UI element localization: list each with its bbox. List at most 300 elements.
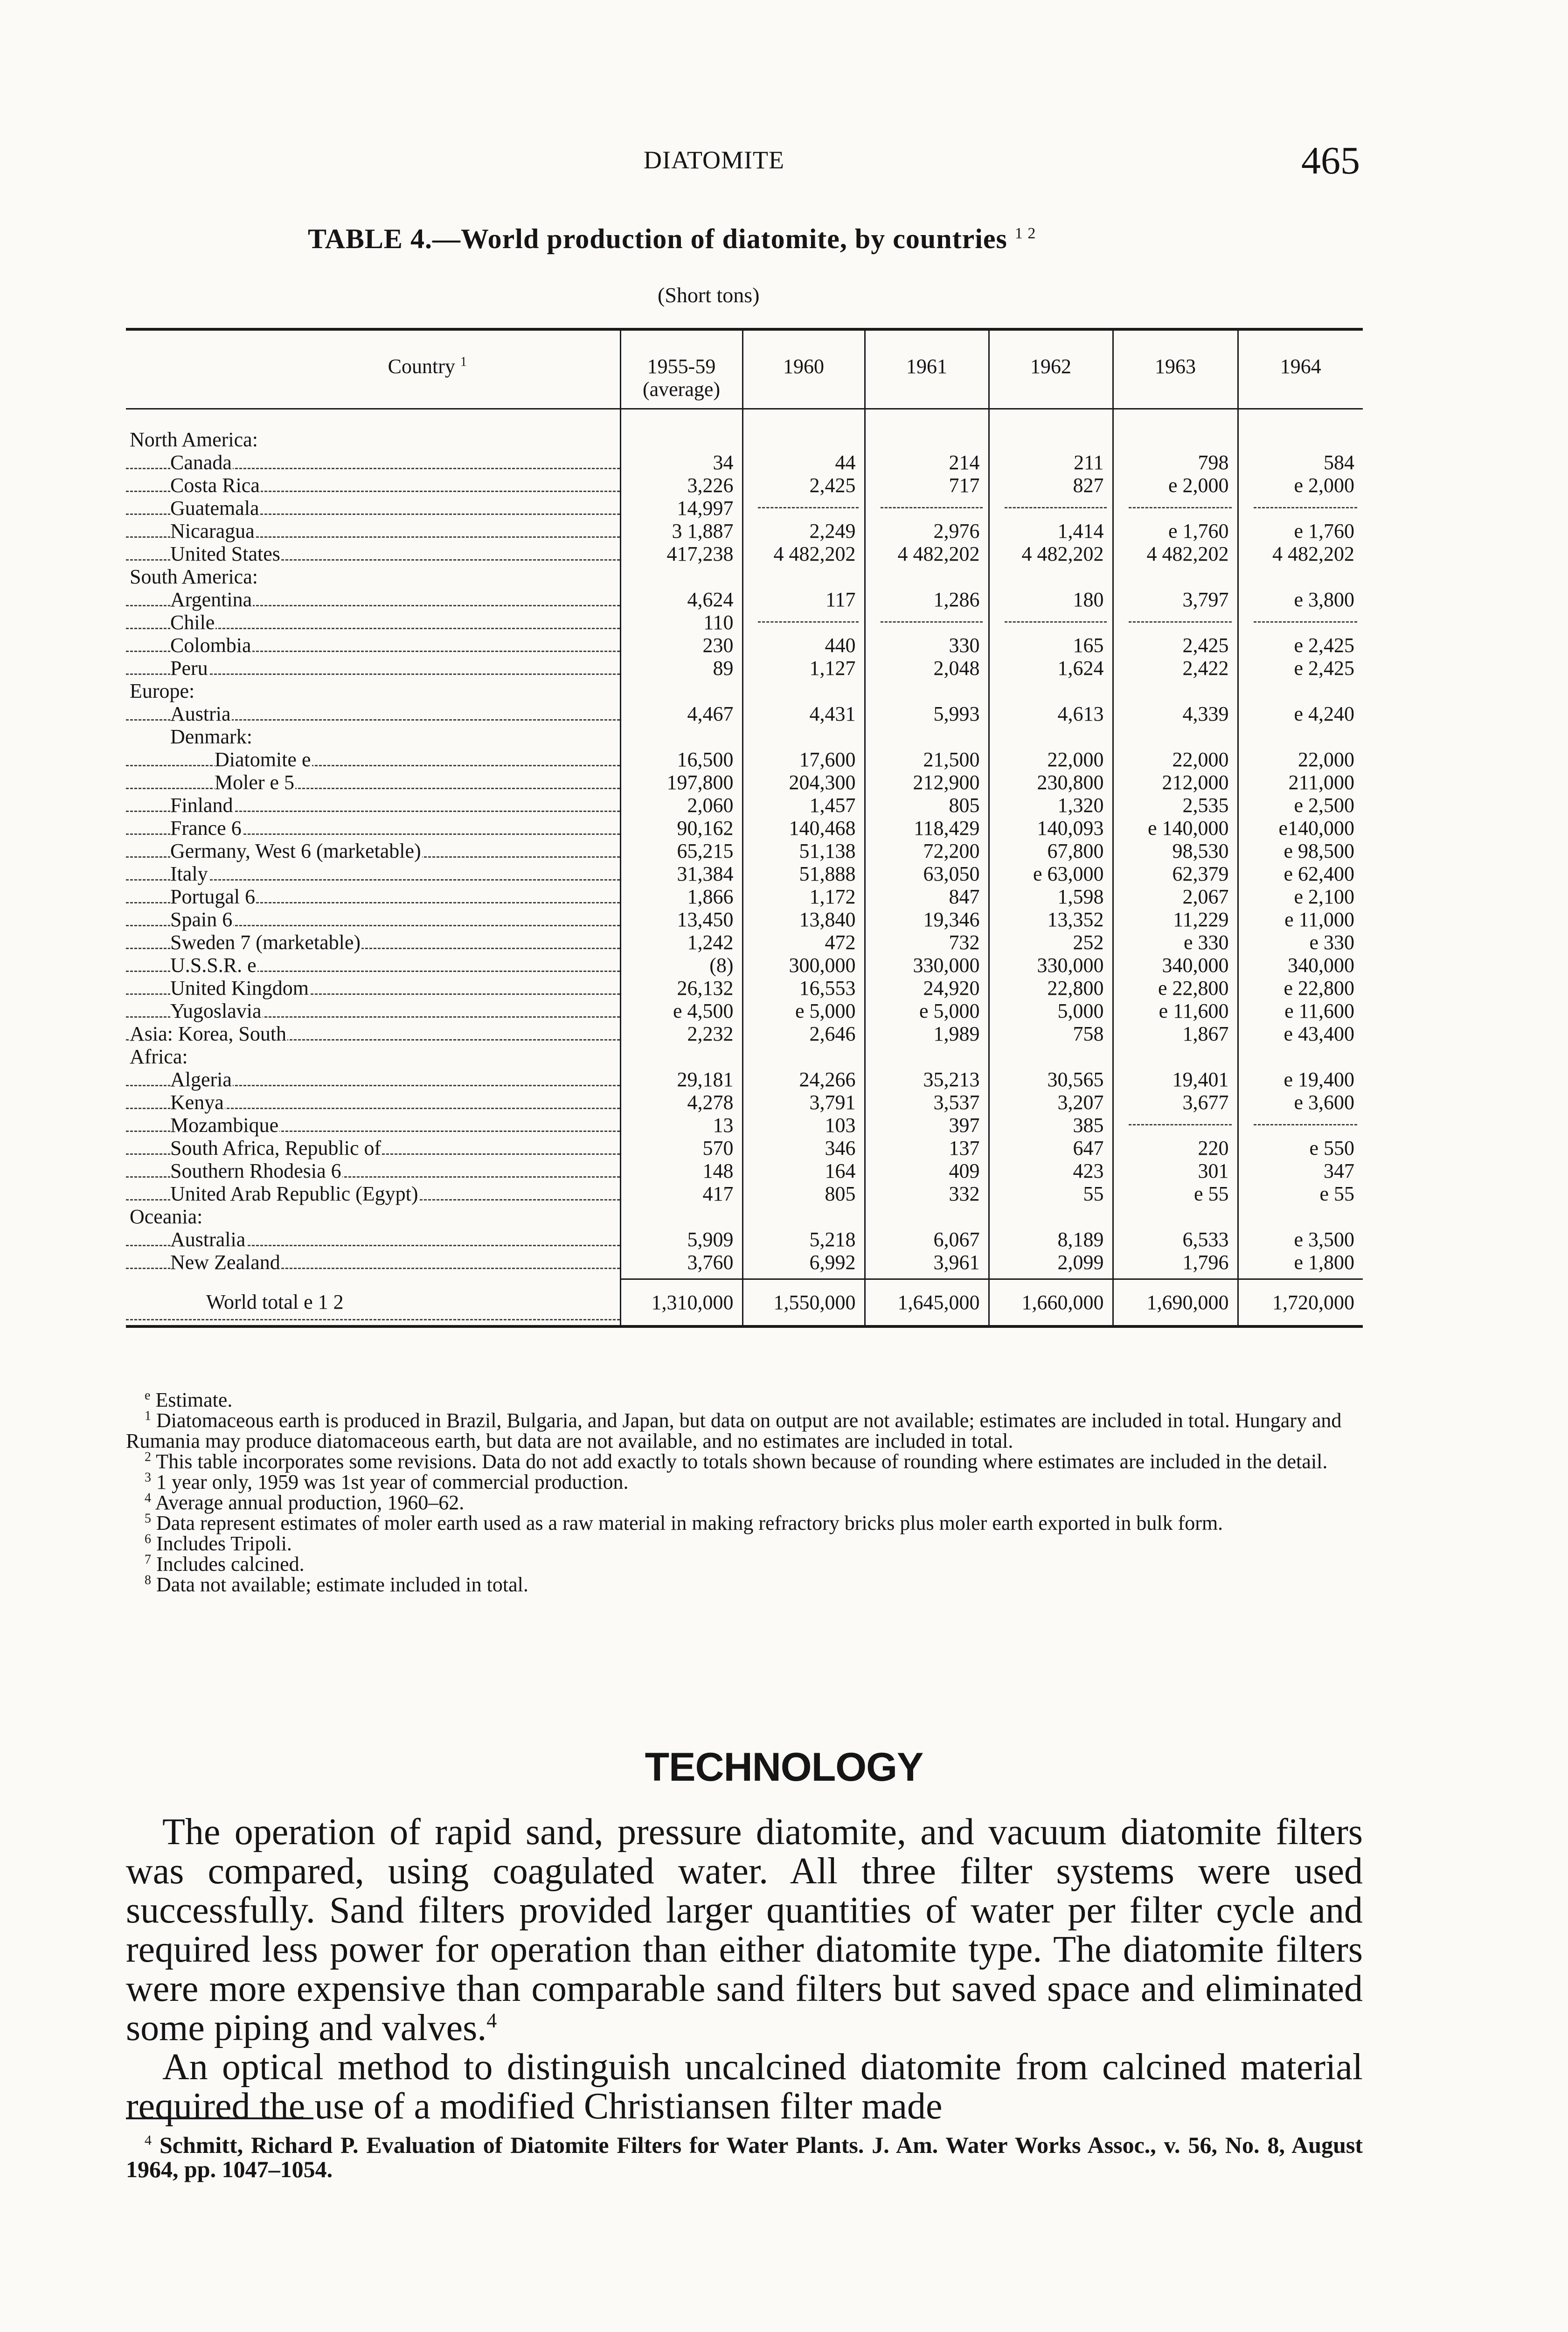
- value-cell: 758: [989, 1022, 1113, 1045]
- value-cell: 717: [865, 474, 989, 497]
- value-cell: 6,067: [865, 1228, 989, 1251]
- value-cell: 8,189: [989, 1228, 1113, 1251]
- column-header-mark: 1: [460, 354, 467, 369]
- value-cell: 44: [742, 451, 865, 474]
- column-header-1961: 1961: [865, 331, 989, 409]
- row-label: [126, 1068, 620, 1091]
- value-cell: 3,537: [865, 1091, 989, 1114]
- value-cell: 4,278: [620, 1091, 742, 1114]
- row-label-text: Italy: [170, 862, 208, 885]
- table-title-marks: 1 2: [1014, 225, 1036, 242]
- row-label-text: Africa:: [130, 1045, 188, 1068]
- value-cell: 1,242: [620, 931, 742, 954]
- value-cell: 67,800: [989, 840, 1113, 862]
- row-label-text: Asia: Korea, South: [130, 1022, 287, 1045]
- spacer-cell: [126, 409, 620, 429]
- empty-cell: [1238, 565, 1363, 588]
- value-cell: 140,093: [989, 817, 1113, 840]
- value-cell: 3 1,887: [620, 520, 742, 542]
- no-data-cell: [1113, 611, 1238, 634]
- footnote-mark: 5: [145, 1511, 151, 1526]
- value-cell: 110: [620, 611, 742, 634]
- no-data-dash: [1005, 621, 1107, 623]
- value-cell: 13: [620, 1114, 742, 1137]
- row-label-text: Guatemala: [170, 497, 259, 520]
- row-label-text: Nicaragua: [170, 520, 255, 542]
- row-label: [126, 428, 620, 451]
- empty-cell: [620, 680, 742, 702]
- row-label-text: Moler e 5: [215, 771, 295, 794]
- value-cell: 137: [865, 1137, 989, 1159]
- value-cell: 2,060: [620, 794, 742, 817]
- value-cell: e 5,000: [865, 999, 989, 1022]
- value-cell: e 55: [1113, 1182, 1238, 1205]
- no-data-cell: [742, 611, 865, 634]
- empty-cell: [742, 1205, 865, 1228]
- value-cell: 72,200: [865, 840, 989, 862]
- row-label-text: Kenya: [170, 1091, 224, 1114]
- value-cell: 30,565: [989, 1068, 1113, 1091]
- value-cell: 55: [989, 1182, 1113, 1205]
- value-cell: 805: [865, 794, 989, 817]
- value-cell: e 330: [1113, 931, 1238, 954]
- value-cell: 2,249: [742, 520, 865, 542]
- row-label-text: United Arab Republic (Egypt): [170, 1182, 418, 1205]
- column-header-1963: 1963: [1113, 331, 1238, 409]
- value-cell: 4 482,202: [865, 542, 989, 565]
- value-cell: 22,000: [1238, 748, 1363, 771]
- table-row: [126, 771, 1363, 794]
- row-label-text: Costa Rica: [170, 474, 260, 497]
- value-cell: 103: [742, 1114, 865, 1137]
- footnote-mark: 7: [145, 1552, 151, 1567]
- value-cell: 3,791: [742, 1091, 865, 1114]
- value-cell: 4,467: [620, 702, 742, 725]
- value-cell: 332: [865, 1182, 989, 1205]
- row-label: [126, 1159, 620, 1182]
- value-cell: 330,000: [989, 954, 1113, 977]
- value-cell: 165: [989, 634, 1113, 657]
- empty-cell: [1238, 428, 1363, 451]
- value-cell: e 43,400: [1238, 1022, 1363, 1045]
- value-cell: 346: [742, 1137, 865, 1159]
- table-row: [126, 862, 1363, 885]
- footnote: [126, 1492, 1363, 1513]
- value-cell: 3,760: [620, 1251, 742, 1274]
- table-row: [126, 657, 1363, 680]
- value-cell: 347: [1238, 1159, 1363, 1182]
- value-cell: e 2,500: [1238, 794, 1363, 817]
- value-cell: e 550: [1238, 1137, 1363, 1159]
- spacer-cell: [1113, 1274, 1238, 1279]
- body-text: [126, 1812, 1363, 2126]
- value-cell: 4 482,202: [1238, 542, 1363, 565]
- empty-cell: [620, 1045, 742, 1068]
- row-label: [126, 680, 620, 702]
- value-cell: 1,414: [989, 520, 1113, 542]
- row-label: [126, 520, 620, 542]
- value-cell: 16,553: [742, 977, 865, 999]
- table-row: [126, 1091, 1363, 1114]
- row-label-text: New Zealand: [170, 1251, 280, 1274]
- value-cell: 397: [865, 1114, 989, 1137]
- no-data-dash: [1129, 1124, 1232, 1125]
- no-data-cell: [742, 497, 865, 520]
- value-cell: 197,800: [620, 771, 742, 794]
- footnote-text: Includes Tripoli.: [156, 1532, 292, 1555]
- value-cell: e 330: [1238, 931, 1363, 954]
- footnote: [126, 1451, 1363, 1472]
- no-data-dash: [881, 621, 983, 623]
- value-cell: 4 482,202: [1113, 542, 1238, 565]
- column-header-1955-59: 1955-59 (average): [620, 331, 742, 409]
- production-table: [126, 328, 1363, 1328]
- value-cell: 2,099: [989, 1251, 1113, 1274]
- row-label-text: Yugoslavia: [170, 999, 262, 1022]
- empty-cell: [865, 1205, 989, 1228]
- empty-cell: [620, 565, 742, 588]
- row-label: [126, 794, 620, 817]
- value-cell: 4,613: [989, 702, 1113, 725]
- table-row: [126, 840, 1363, 862]
- value-cell: 423: [989, 1159, 1113, 1182]
- value-cell: 584: [1238, 451, 1363, 474]
- value-cell: 13,450: [620, 908, 742, 931]
- table-row: [126, 474, 1363, 497]
- row-label: [126, 817, 620, 840]
- row-label: [126, 474, 620, 497]
- empty-cell: [742, 680, 865, 702]
- value-cell: 24,920: [865, 977, 989, 999]
- table-row: [126, 977, 1363, 999]
- value-cell: 1,598: [989, 885, 1113, 908]
- value-cell: e 55: [1238, 1182, 1363, 1205]
- value-cell: 17,600: [742, 748, 865, 771]
- table-spacer: [126, 1274, 1363, 1279]
- footnote-mark: 8: [145, 1573, 151, 1588]
- footnote-text: This table incorporates some revisions. Data do not add exactly to totals shown because of rounding where estimates are included in the detail.: [156, 1450, 1328, 1473]
- value-cell: e 3,500: [1238, 1228, 1363, 1251]
- no-data-dash: [1254, 1124, 1357, 1125]
- total-label: [126, 1279, 620, 1327]
- empty-cell: [989, 565, 1113, 588]
- value-cell: 1,796: [1113, 1251, 1238, 1274]
- row-label-text: South Africa, Republic of: [170, 1137, 382, 1159]
- value-cell: 1,320: [989, 794, 1113, 817]
- value-cell: e 22,800: [1113, 977, 1238, 999]
- value-cell: 22,000: [989, 748, 1113, 771]
- value-cell: 340,000: [1238, 954, 1363, 977]
- table-group-row: [126, 725, 1363, 748]
- table-group-row: [126, 1045, 1363, 1068]
- row-label: [126, 1182, 620, 1205]
- value-cell: 1,286: [865, 588, 989, 611]
- value-cell: 5,909: [620, 1228, 742, 1251]
- row-label-text: Algeria: [170, 1068, 232, 1091]
- value-cell: 5,993: [865, 702, 989, 725]
- total-value-cell: 1,645,000: [865, 1279, 989, 1327]
- footnote: [126, 1554, 1363, 1575]
- column-header-1962: 1962: [989, 331, 1113, 409]
- no-data-dash: [758, 507, 858, 508]
- value-cell: e 2,425: [1238, 634, 1363, 657]
- value-cell: e 1,800: [1238, 1251, 1363, 1274]
- value-cell: 51,138: [742, 840, 865, 862]
- no-data-dash: [1254, 621, 1357, 623]
- value-cell: 2,425: [1113, 634, 1238, 657]
- table-row: [126, 1114, 1363, 1137]
- value-cell: 148: [620, 1159, 742, 1182]
- leader-dots: [126, 1319, 620, 1320]
- empty-cell: [742, 428, 865, 451]
- value-cell: 2,232: [620, 1022, 742, 1045]
- row-label: [126, 1228, 620, 1251]
- value-cell: 827: [989, 474, 1113, 497]
- row-label: [126, 840, 620, 862]
- table-row: [126, 954, 1363, 977]
- empty-cell: [1238, 680, 1363, 702]
- value-cell: 212,900: [865, 771, 989, 794]
- value-cell: 214: [865, 451, 989, 474]
- no-data-cell: [1238, 497, 1363, 520]
- table-row: [126, 611, 1363, 634]
- footnote-mark: 4: [145, 1491, 151, 1506]
- row-label-text: Sweden 7 (marketable): [170, 931, 361, 954]
- value-cell: e140,000: [1238, 817, 1363, 840]
- value-cell: 19,346: [865, 908, 989, 931]
- value-cell: 19,401: [1113, 1068, 1238, 1091]
- no-data-cell: [1238, 611, 1363, 634]
- reference-mark: 4: [145, 2132, 152, 2148]
- value-cell: 2,067: [1113, 885, 1238, 908]
- no-data-dash: [1254, 507, 1357, 508]
- paragraph-1: [126, 1812, 1363, 2047]
- value-cell: e 2,425: [1238, 657, 1363, 680]
- spacer-cell: [1113, 409, 1238, 429]
- row-label: [126, 565, 620, 588]
- row-label-text: Diatomite e: [215, 748, 311, 771]
- leader-dots: [126, 765, 620, 766]
- value-cell: 1,989: [865, 1022, 989, 1045]
- table-row: [126, 1182, 1363, 1205]
- row-label: [126, 1045, 620, 1068]
- value-cell: 5,218: [742, 1228, 865, 1251]
- value-cell: 31,384: [620, 862, 742, 885]
- value-cell: 301: [1113, 1159, 1238, 1182]
- value-cell: 3,797: [1113, 588, 1238, 611]
- value-cell: e 22,800: [1238, 977, 1363, 999]
- table-group-row: [126, 1205, 1363, 1228]
- value-cell: 13,352: [989, 908, 1113, 931]
- value-cell: 798: [1113, 451, 1238, 474]
- empty-cell: [865, 680, 989, 702]
- value-cell: 230: [620, 634, 742, 657]
- value-cell: 4,431: [742, 702, 865, 725]
- value-cell: 4,624: [620, 588, 742, 611]
- empty-cell: [1113, 1045, 1238, 1068]
- row-label: [126, 1114, 620, 1137]
- table-row: [126, 1159, 1363, 1182]
- reference-text: Schmitt, Richard P. Evaluation of Diatomite Filters for Water Plants. J. Am. Water Works Assoc., v. 56, No. 8, August 1964, pp. 1047–1054.: [126, 2132, 1363, 2182]
- value-cell: 3,677: [1113, 1091, 1238, 1114]
- row-label-text: Denmark:: [170, 725, 252, 748]
- row-label-text: Germany, West 6 (marketable): [170, 840, 421, 862]
- no-data-cell: [1113, 1114, 1238, 1137]
- row-label: [126, 542, 620, 565]
- value-cell: 140,468: [742, 817, 865, 840]
- value-cell: 1,127: [742, 657, 865, 680]
- row-label-text: North America:: [130, 428, 258, 451]
- value-cell: e 11,600: [1113, 999, 1238, 1022]
- value-cell: 35,213: [865, 1068, 989, 1091]
- no-data-dash: [1129, 621, 1232, 623]
- paragraph-1-text: The operation of rapid sand, pressure diatomite, and vacuum diatomite filters was compared, using coagulated water. All three filter systems were used successfully. Sand filters provided larger quantities of water per filter cycle and required less power for operation than either diatomite type. The diatomite filters were more expensive than comparable sand filters but saved space and eliminated some piping and valves.: [126, 1811, 1363, 2048]
- row-label: [126, 954, 620, 977]
- value-cell: 220: [1113, 1137, 1238, 1159]
- no-data-dash: [881, 507, 983, 508]
- footnote: [126, 1410, 1363, 1451]
- spacer-cell: [742, 1274, 865, 1279]
- row-label-text: Spain 6: [170, 908, 233, 931]
- empty-cell: [1113, 680, 1238, 702]
- table-row: [126, 1228, 1363, 1251]
- value-cell: 2,535: [1113, 794, 1238, 817]
- row-label-text: United States: [170, 542, 280, 565]
- value-cell: 11,229: [1113, 908, 1238, 931]
- value-cell: 252: [989, 931, 1113, 954]
- spacer-cell: [865, 409, 989, 429]
- column-header-country: Country $^1$: [126, 331, 620, 409]
- empty-cell: [1113, 725, 1238, 748]
- value-cell: 847: [865, 885, 989, 908]
- empty-cell: [865, 1045, 989, 1068]
- value-cell: (8): [620, 954, 742, 977]
- table-row: [126, 748, 1363, 771]
- value-cell: 212,000: [1113, 771, 1238, 794]
- value-cell: 2,048: [865, 657, 989, 680]
- table-row: [126, 931, 1363, 954]
- table-row: [126, 1137, 1363, 1159]
- row-label-text: Southern Rhodesia 6: [170, 1159, 341, 1182]
- value-cell: 29,181: [620, 1068, 742, 1091]
- value-cell: 14,997: [620, 497, 742, 520]
- table-bottom-rule: [126, 1326, 1363, 1328]
- table-title-lead: TABLE 4.: [308, 223, 432, 254]
- value-cell: 63,050: [865, 862, 989, 885]
- spacer-cell: [742, 409, 865, 429]
- value-cell: 90,162: [620, 817, 742, 840]
- table-group-row: [126, 680, 1363, 702]
- value-cell: 2,646: [742, 1022, 865, 1045]
- row-label-text: United Kingdom: [170, 977, 309, 999]
- spacer-cell: [620, 409, 742, 429]
- value-cell: 385: [989, 1114, 1113, 1137]
- reference-footnote: [126, 2133, 1363, 2181]
- table-title-text: —World production of diatomite, by countries: [432, 223, 1007, 254]
- value-cell: 16,500: [620, 748, 742, 771]
- value-cell: 732: [865, 931, 989, 954]
- value-cell: 65,215: [620, 840, 742, 862]
- value-cell: e 3,600: [1238, 1091, 1363, 1114]
- value-cell: 2,425: [742, 474, 865, 497]
- empty-cell: [1113, 565, 1238, 588]
- table-row: [126, 497, 1363, 520]
- leader-dots: [126, 788, 620, 789]
- spacer-cell: [620, 1274, 742, 1279]
- table-row: [126, 1068, 1363, 1091]
- table-row: [126, 588, 1363, 611]
- running-title: DIATOMITE: [644, 146, 784, 174]
- value-cell: 300,000: [742, 954, 865, 977]
- footnote: [126, 1534, 1363, 1554]
- row-label-text: U.S.S.R. e: [170, 954, 257, 977]
- value-cell: 472: [742, 931, 865, 954]
- table-row: [126, 702, 1363, 725]
- table-row: [126, 451, 1363, 474]
- row-label: [126, 748, 620, 771]
- row-label: [126, 862, 620, 885]
- paragraph-1-footnote-mark: 4: [486, 2009, 497, 2032]
- value-cell: 34: [620, 451, 742, 474]
- value-cell: 1,457: [742, 794, 865, 817]
- no-data-cell: [989, 611, 1113, 634]
- value-cell: 13,840: [742, 908, 865, 931]
- value-cell: e 2,100: [1238, 885, 1363, 908]
- row-label-text: France 6: [170, 817, 242, 840]
- value-cell: 117: [742, 588, 865, 611]
- row-label-text: Finland: [170, 794, 233, 817]
- row-label-text: Mozambique: [170, 1114, 279, 1137]
- empty-cell: [742, 1045, 865, 1068]
- no-data-cell: [989, 497, 1113, 520]
- total-value-cell: 1,310,000: [620, 1279, 742, 1327]
- page-number: 465: [1301, 139, 1360, 182]
- value-cell: e 62,400: [1238, 862, 1363, 885]
- value-cell: 417: [620, 1182, 742, 1205]
- spacer-cell: [1238, 409, 1363, 429]
- value-cell: 118,429: [865, 817, 989, 840]
- table-row: [126, 885, 1363, 908]
- spacer-cell: [865, 1274, 989, 1279]
- value-cell: 89: [620, 657, 742, 680]
- table-row: [126, 1251, 1363, 1274]
- empty-cell: [865, 725, 989, 748]
- value-cell: 164: [742, 1159, 865, 1182]
- footnote-mark: 2: [145, 1450, 151, 1464]
- row-label-text: Canada: [170, 451, 232, 474]
- row-label-text: Chile: [170, 611, 215, 634]
- spacer-cell: [126, 1274, 620, 1279]
- no-data-dash: [1005, 507, 1107, 508]
- table-row: [126, 999, 1363, 1022]
- footnote-text: Data not available; estimate included in total.: [156, 1573, 528, 1596]
- value-cell: 204,300: [742, 771, 865, 794]
- value-cell: e 98,500: [1238, 840, 1363, 862]
- empty-cell: [989, 1205, 1113, 1228]
- empty-cell: [1238, 725, 1363, 748]
- footnote-rule: [126, 2117, 313, 2119]
- footnote: [126, 1390, 1363, 1410]
- value-cell: 26,132: [620, 977, 742, 999]
- row-label: [126, 1137, 620, 1159]
- value-cell: e 2,000: [1238, 474, 1363, 497]
- value-cell: 51,888: [742, 862, 865, 885]
- value-cell: 4 482,202: [742, 542, 865, 565]
- value-cell: e 140,000: [1113, 817, 1238, 840]
- no-data-dash: [1129, 507, 1232, 508]
- footnote-text: Estimate.: [155, 1388, 233, 1411]
- empty-cell: [1238, 1205, 1363, 1228]
